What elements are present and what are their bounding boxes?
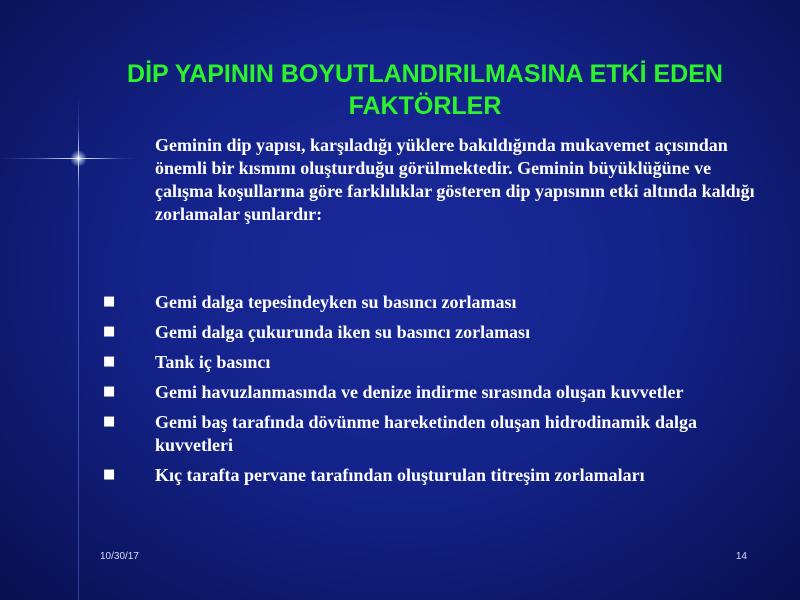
square-bullet-icon: ■: [103, 324, 116, 339]
square-bullet-icon: ■: [103, 414, 116, 429]
bullet-item: [100, 321, 760, 344]
intro-paragraph: Geminin dip yapısı, karşıladığı yüklere bakıldığında mukavemet açısından önemli bir kısmını oluşturduğu görülmektedir. Geminin büyüklüğüne ve çalışma koşullarına göre farklılıklar gösteren dip yapısının etki altında kaldığı zorlamalar şunlardır:: [155, 135, 755, 224]
square-bullet-icon: ■: [103, 384, 116, 399]
slide-title: [100, 58, 750, 122]
bullet-item: [100, 291, 760, 314]
sparkle-icon: [70, 150, 87, 167]
bullet-item: [100, 411, 760, 457]
bullet-text: Gemi dalga çukurunda iken su basıncı zorlaması: [155, 322, 531, 342]
bullet-text: Kıç tarafta pervane tarafından oluşturulan titreşim zorlamaları: [155, 465, 645, 485]
page-number: 14: [735, 551, 747, 562]
footer-date: 10/30/17: [100, 551, 139, 562]
bullet-item: [100, 464, 760, 487]
slide-title-line-2: FAKTÖRLER: [348, 92, 502, 120]
bullet-text: Gemi havuzlanmasında ve denize indirme sırasında oluşan kuvvetler: [155, 382, 684, 402]
square-bullet-icon: ■: [103, 354, 116, 369]
bullet-text: Tank iç basıncı: [155, 352, 271, 372]
slide-title-line-1: DİP YAPININ BOYUTLANDIRILMASINA ETKİ EDEN: [127, 60, 723, 88]
bullet-text: Gemi baş tarafında dövünme hareketinden oluşan hidrodinamik dalga kuvvetleri: [155, 412, 697, 455]
square-bullet-icon: ■: [103, 467, 116, 482]
square-bullet-icon: ■: [103, 294, 116, 309]
bullet-item: [100, 351, 760, 374]
bullet-text: Gemi dalga tepesindeyken su basıncı zorlaması: [155, 292, 517, 312]
bullet-list: [100, 291, 760, 494]
bullet-item: [100, 381, 760, 404]
